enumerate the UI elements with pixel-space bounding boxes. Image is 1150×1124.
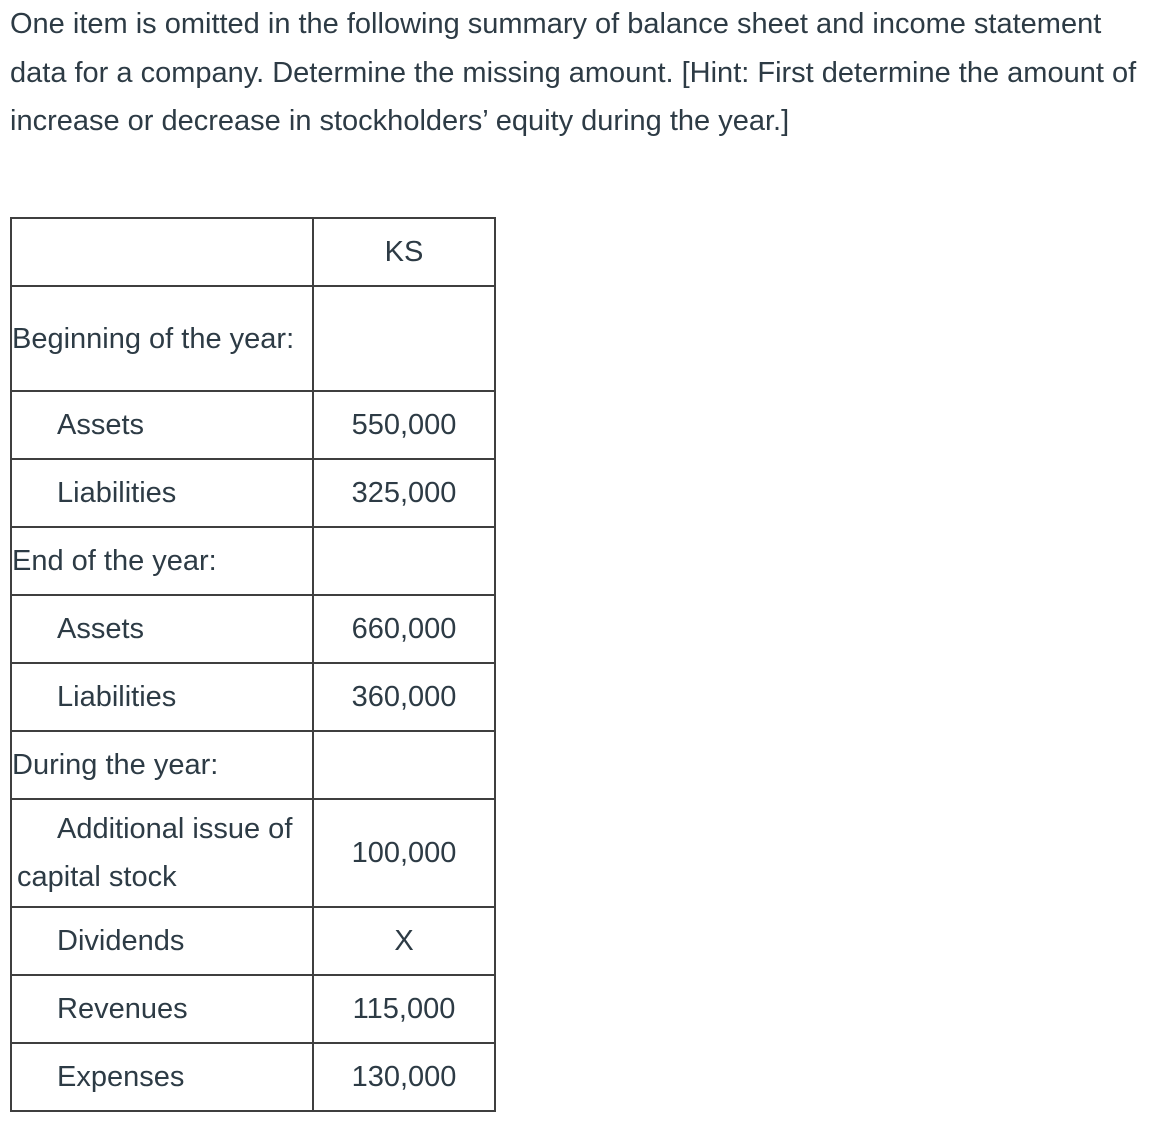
- value-cell: [313, 731, 495, 799]
- value-cell: 100,000: [313, 799, 495, 907]
- section-label-during: During the year:: [11, 731, 313, 799]
- header-value-cell: KS: [313, 218, 495, 286]
- question-text: One item is omitted in the following summary of balance sheet and income statement data for a company. Determine the missing amount. [Hint: First determine the amount of increase or decrease in stockholders’ equity during the year.]: [10, 8, 1137, 137]
- row-label: Liabilities: [11, 459, 313, 527]
- table-row: [11, 459, 495, 527]
- summary-table: [10, 217, 496, 1112]
- value-cell: 660,000: [313, 595, 495, 663]
- row-label: Expenses: [11, 1043, 313, 1111]
- row-label: Additional issue of capital stock: [11, 799, 313, 907]
- row-label: Liabilities: [11, 663, 313, 731]
- value-cell: 360,000: [313, 663, 495, 731]
- row-label: Assets: [11, 595, 313, 663]
- section-label-end: End of the year:: [11, 527, 313, 595]
- table-header-row: [11, 218, 495, 286]
- table-row: [11, 907, 495, 975]
- table-row: [11, 799, 495, 907]
- table-row: [11, 975, 495, 1043]
- table-row: [11, 731, 495, 799]
- table-row: [11, 286, 495, 391]
- value-cell: 115,000: [313, 975, 495, 1043]
- table-row: [11, 391, 495, 459]
- table-row: [11, 527, 495, 595]
- table-row: [11, 1043, 495, 1111]
- row-label: Dividends: [11, 907, 313, 975]
- value-cell: [313, 527, 495, 595]
- value-cell: [313, 286, 495, 391]
- section-label-beginning: Beginning of the year:: [11, 286, 313, 391]
- row-label: Revenues: [11, 975, 313, 1043]
- value-cell: 130,000: [313, 1043, 495, 1111]
- table-row: [11, 663, 495, 731]
- header-label-cell: [11, 218, 313, 286]
- value-cell: 550,000: [313, 391, 495, 459]
- table-row: [11, 595, 495, 663]
- value-cell: 325,000: [313, 459, 495, 527]
- row-label: Assets: [11, 391, 313, 459]
- value-cell: X: [313, 907, 495, 975]
